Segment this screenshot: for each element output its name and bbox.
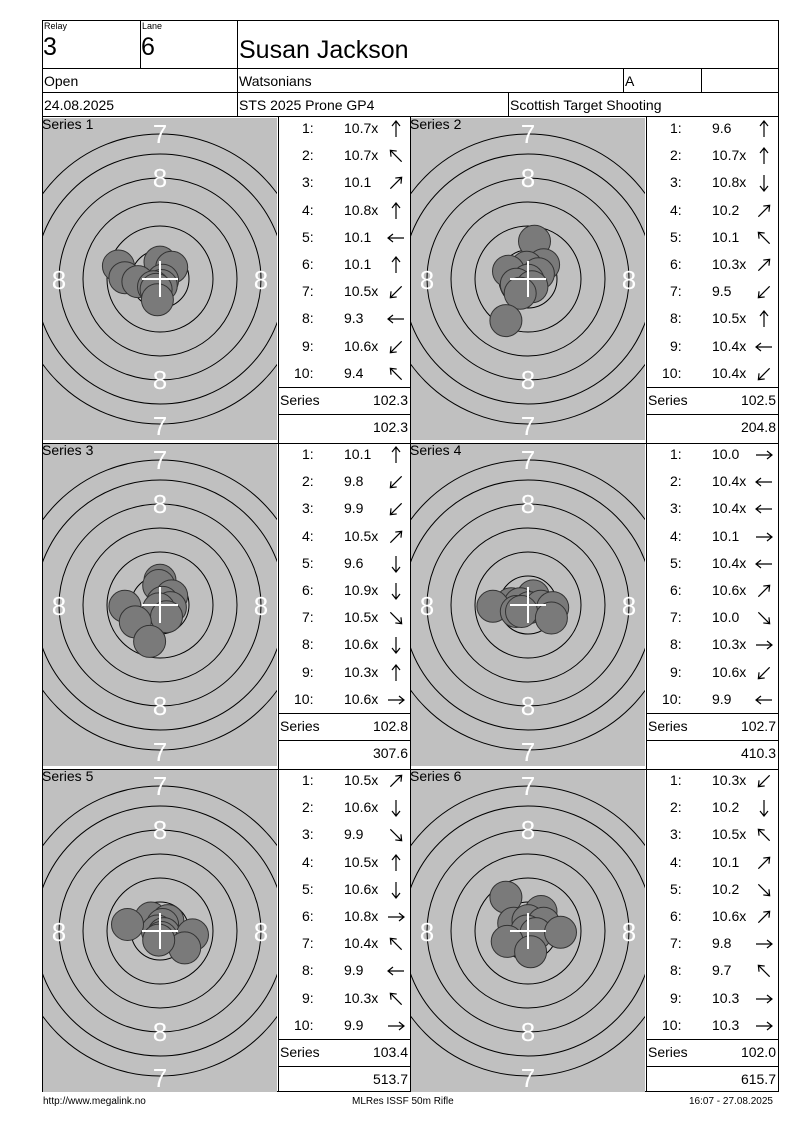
series-total-label: Series [280,1044,320,1060]
lane-label: Lane [142,21,163,31]
grid-line [646,740,779,741]
shot-number: 5: [302,554,314,571]
shot-number: 2: [302,799,314,816]
shot-value: 10.6x [344,690,379,707]
lane-value: 6 [141,33,155,61]
shot-value: 10.4x [712,500,747,517]
shot-number: 6: [302,256,314,272]
shot-number: 1: [302,120,314,136]
series-total-value: 102.7 [740,718,776,734]
shot-value: 9.6 [712,120,732,136]
shot-number: 5: [670,228,682,245]
shot-value: 10.9x [344,582,379,598]
direction-arrow-icon [753,444,775,466]
shot-hole [545,916,577,948]
shot-value: 10.1 [344,228,372,245]
header-divider [508,92,509,116]
shot-number: 2: [302,147,314,164]
shot-value: 10.6x [344,880,379,897]
target-series-5 [43,770,277,1092]
shot-hole [490,305,522,337]
shot-number: 5: [302,880,314,897]
series-title: Series 1 [42,116,94,132]
shot-number: 10: [662,364,682,381]
shot-number: 2: [670,799,682,816]
shot-value: 9.8 [712,935,732,952]
direction-arrow-icon [753,336,775,358]
series-total-value: 102.0 [740,1044,776,1060]
direction-arrow-icon [385,770,407,792]
shot-value: 9.5 [712,283,732,300]
direction-arrow-icon [385,879,407,901]
shot-value: 10.5x [344,283,379,300]
category-value: A [625,73,635,89]
shot-value: 9.9 [712,690,732,707]
direction-arrow-icon [385,988,407,1010]
shot-number: 3: [670,500,682,517]
ring-number: 8 [520,691,536,721]
direction-arrow-icon [385,308,407,330]
shot-number: 3: [302,500,314,517]
shot-number: 9: [302,989,314,1006]
shot-number: 3: [670,826,682,843]
direction-arrow-icon [753,526,775,548]
shot-number: 6: [302,582,314,598]
direction-arrow-icon [385,227,407,249]
direction-arrow-icon [753,852,775,874]
shot-value: 10.8x [344,201,379,218]
grid-line [278,1066,410,1067]
series-total-value: 102.5 [740,392,776,408]
ring-number: 8 [419,265,435,295]
footer-program: MLRes ISSF 50m Rifle [352,1096,454,1107]
direction-arrow-icon [385,118,407,140]
shot-value: 10.4x [712,364,747,381]
shot-number: 2: [670,473,682,490]
shot-hole [506,596,538,628]
direction-arrow-icon [385,824,407,846]
shot-value: 10.5x [712,310,747,327]
grid-line [646,116,647,1092]
ring-number: 7 [152,445,168,475]
direction-arrow-icon [753,797,775,819]
shot-number: 7: [670,283,682,300]
ring-number: 8 [253,265,269,295]
direction-arrow-icon [753,933,775,955]
shot-value: 9.9 [344,500,364,517]
target-series-3 [43,444,277,766]
target-series-2 [411,118,645,440]
shot-value: 10.1 [712,228,740,245]
shot-value: 10.4x [712,337,747,354]
shot-hole [143,924,175,956]
direction-arrow-icon [753,227,775,249]
ring-number: 7 [152,1063,168,1092]
ring-number: 8 [520,365,536,395]
ring-number: 8 [520,489,536,519]
ring-number: 8 [621,591,637,621]
direction-arrow-icon [753,200,775,222]
shot-value: 10.3 [712,1016,740,1033]
series-title: Series 4 [410,442,462,458]
shot-number: 4: [670,527,682,544]
shot-value: 9.4 [344,364,364,381]
shot-value: 10.2 [712,799,740,816]
shooter-name: Susan Jackson [239,36,409,64]
direction-arrow-icon [753,553,775,575]
direction-arrow-icon [753,988,775,1010]
direction-arrow-icon [385,363,407,385]
ring-number: 8 [152,365,168,395]
relay-label: Relay [44,21,68,31]
header-divider [42,92,779,93]
direction-arrow-icon [753,471,775,493]
direction-arrow-icon [385,444,407,466]
direction-arrow-icon [753,254,775,276]
shot-value: 10.6x [712,908,747,924]
shot-value: 10.7x [344,147,379,164]
grid-line [646,414,779,415]
cumulative-total-value: 410.3 [740,745,776,761]
shot-number: 1: [302,772,314,788]
ring-number: 7 [520,411,536,440]
shot-number: 7: [670,935,682,952]
shot-value: 10.7x [344,120,379,136]
ring-number: 7 [152,737,168,766]
ring-number: 7 [520,737,536,766]
header-divider [237,20,238,116]
series-total-label: Series [280,392,320,408]
direction-arrow-icon [753,498,775,520]
ring-number: 8 [51,591,67,621]
shot-number: 8: [302,636,314,653]
shot-number: 5: [670,554,682,571]
direction-arrow-icon [385,281,407,303]
shot-value: 9.3 [344,310,364,327]
direction-arrow-icon [753,281,775,303]
shot-number: 9: [670,337,682,354]
direction-arrow-icon [385,526,407,548]
ring-number: 8 [253,917,269,947]
direction-arrow-icon [753,824,775,846]
grid-line [278,387,410,388]
ring-number: 8 [152,815,168,845]
ring-number: 7 [520,119,536,149]
series-total-value: 102.3 [372,392,408,408]
direction-arrow-icon [385,580,407,602]
shot-number: 1: [302,446,314,462]
shot-number: 2: [302,473,314,490]
shot-value: 10.0 [712,446,740,462]
ring-number: 8 [152,1017,168,1047]
shot-number: 4: [302,527,314,544]
shot-number: 10: [662,690,682,707]
ring-number: 8 [253,591,269,621]
shot-value: 10.0 [712,609,740,626]
organizer-value: Scottish Target Shooting [510,97,662,113]
shot-number: 2: [670,147,682,164]
shot-number: 6: [670,908,682,924]
ring-number: 7 [152,411,168,440]
shot-value: 10.1 [712,527,740,544]
shot-value: 10.3 [712,989,740,1006]
shot-number: 9: [302,337,314,354]
direction-arrow-icon [385,634,407,656]
grid-line [278,713,410,714]
grid-line [278,414,410,415]
shot-hole [535,602,567,634]
series-title: Series 6 [410,768,462,784]
shot-value: 10.5x [344,609,379,626]
shot-number: 8: [302,962,314,979]
shot-value: 10.6x [344,337,379,354]
direction-arrow-icon [753,879,775,901]
grid-line [646,387,779,388]
shot-number: 8: [670,310,682,327]
series-total-label: Series [648,1044,688,1060]
shot-number: 8: [670,636,682,653]
header-divider [623,68,624,92]
shot-number: 8: [302,310,314,327]
direction-arrow-icon [753,1015,775,1037]
grid-line [646,1039,779,1040]
shot-value: 10.4x [712,554,747,571]
shot-value: 10.3x [712,256,747,272]
shot-value: 10.3x [712,772,747,788]
direction-arrow-icon [385,200,407,222]
ring-number: 8 [419,591,435,621]
direction-arrow-icon [753,634,775,656]
ring-number: 7 [520,1063,536,1092]
cumulative-total-value: 513.7 [372,1071,408,1087]
ring-number: 8 [520,815,536,845]
shot-value: 10.2 [712,880,740,897]
shot-hole [112,909,144,941]
shot-value: 10.8x [344,908,379,924]
shot-number: 6: [670,582,682,598]
shot-number: 9: [670,989,682,1006]
ring-number: 7 [520,445,536,475]
shot-number: 9: [302,663,314,680]
shot-number: 3: [670,174,682,191]
header-divider [42,68,779,69]
shot-number: 5: [670,880,682,897]
footer-printed: 16:07 - 27.08.2025 [689,1096,773,1107]
shot-number: 6: [670,256,682,272]
shot-value: 9.7 [712,962,732,979]
date-value: 24.08.2025 [44,97,115,113]
shot-number: 8: [670,962,682,979]
shot-value: 9.6 [344,554,364,571]
shot-value: 10.7x [712,147,747,164]
shot-number: 4: [302,853,314,870]
shot-value: 10.1 [344,446,372,462]
shot-number: 3: [302,826,314,843]
series-total-label: Series [280,718,320,734]
direction-arrow-icon [385,797,407,819]
shot-value: 10.3x [344,989,379,1006]
shot-value: 10.1 [344,256,372,272]
shot-value: 9.9 [344,962,364,979]
direction-arrow-icon [385,1015,407,1037]
shot-value: 10.1 [344,174,372,191]
shot-hole [141,284,173,316]
ring-number: 8 [152,163,168,193]
header-divider [701,68,702,92]
ring-number: 8 [520,1017,536,1047]
direction-arrow-icon [753,580,775,602]
shot-number: 10: [294,690,314,707]
series-title: Series 5 [42,768,94,784]
shot-number: 4: [670,853,682,870]
shot-number: 10: [662,1016,682,1033]
shot-value: 9.8 [344,473,364,490]
series-title: Series 2 [410,116,462,132]
cumulative-total-value: 615.7 [740,1071,776,1087]
shot-value: 10.8x [712,174,747,191]
grid-line [278,1039,410,1040]
direction-arrow-icon [753,689,775,711]
direction-arrow-icon [753,363,775,385]
cumulative-total-value: 204.8 [740,419,776,435]
direction-arrow-icon [385,172,407,194]
shot-value: 10.1 [712,853,740,870]
shot-value: 10.6x [712,663,747,680]
ring-number: 8 [520,163,536,193]
shot-value: 10.5x [344,772,379,788]
shot-number: 1: [670,772,682,788]
grid-line [278,740,410,741]
target-series-4 [411,444,645,766]
shot-number: 4: [670,201,682,218]
direction-arrow-icon [385,254,407,276]
shot-number: 4: [302,201,314,218]
shot-number: 10: [294,1016,314,1033]
direction-arrow-icon [753,770,775,792]
direction-arrow-icon [385,852,407,874]
shot-number: 9: [670,663,682,680]
direction-arrow-icon [753,308,775,330]
shot-value: 9.9 [344,1016,364,1033]
series-title: Series 3 [42,442,94,458]
shot-value: 10.5x [712,826,747,843]
direction-arrow-icon [385,553,407,575]
ring-number: 8 [51,265,67,295]
shot-value: 10.4x [712,473,747,490]
shot-number: 1: [670,446,682,462]
direction-arrow-icon [385,145,407,167]
shot-value: 10.5x [344,853,379,870]
shot-value: 10.2 [712,201,740,218]
direction-arrow-icon [753,906,775,928]
direction-arrow-icon [385,471,407,493]
series-total-label: Series [648,718,688,734]
shot-number: 3: [302,174,314,191]
direction-arrow-icon [385,662,407,684]
shot-value: 10.3x [344,663,379,680]
footer-url[interactable]: http://www.megalink.no [43,1096,146,1107]
direction-arrow-icon [385,960,407,982]
target-series-6 [411,770,645,1092]
shot-hole [515,936,547,968]
series-total-value: 103.4 [372,1044,408,1060]
direction-arrow-icon [385,933,407,955]
shot-number: 7: [302,935,314,952]
direction-arrow-icon [753,960,775,982]
series-total-label: Series [648,392,688,408]
shot-number: 6: [302,908,314,924]
ring-number: 8 [152,691,168,721]
direction-arrow-icon [385,906,407,928]
ring-number: 8 [621,917,637,947]
grid-line [646,713,779,714]
shot-value: 10.6x [712,582,747,598]
direction-arrow-icon [753,172,775,194]
shot-number: 7: [302,283,314,300]
shot-number: 10: [294,364,314,381]
shot-value: 9.9 [344,826,364,843]
ring-number: 8 [419,917,435,947]
direction-arrow-icon [385,498,407,520]
direction-arrow-icon [385,607,407,629]
shot-number: 7: [302,609,314,626]
cumulative-total-value: 102.3 [372,419,408,435]
direction-arrow-icon [385,689,407,711]
shot-hole [134,625,166,657]
shot-value: 10.6x [344,636,379,653]
shot-number: 1: [670,120,682,136]
shot-value: 10.4x [344,935,379,952]
relay-value: 3 [43,33,57,61]
shot-number: 5: [302,228,314,245]
direction-arrow-icon [753,662,775,684]
direction-arrow-icon [385,336,407,358]
ring-number: 7 [520,771,536,801]
direction-arrow-icon [753,607,775,629]
direction-arrow-icon [753,118,775,140]
ring-number: 7 [152,771,168,801]
cumulative-total-value: 307.6 [372,745,408,761]
ring-number: 8 [621,265,637,295]
grid-line [646,1066,779,1067]
ring-number: 7 [152,119,168,149]
shot-number: 7: [670,609,682,626]
ring-number: 8 [152,489,168,519]
grid-line [278,116,279,1092]
shot-value: 10.5x [344,527,379,544]
shot-value: 10.3x [712,636,747,653]
club-value: Watsonians [239,73,312,89]
direction-arrow-icon [753,145,775,167]
class-value: Open [44,73,79,89]
shot-value: 10.6x [344,799,379,816]
target-series-1 [43,118,277,440]
competition-value: STS 2025 Prone GP4 [239,97,375,113]
ring-number: 8 [51,917,67,947]
series-total-value: 102.8 [372,718,408,734]
